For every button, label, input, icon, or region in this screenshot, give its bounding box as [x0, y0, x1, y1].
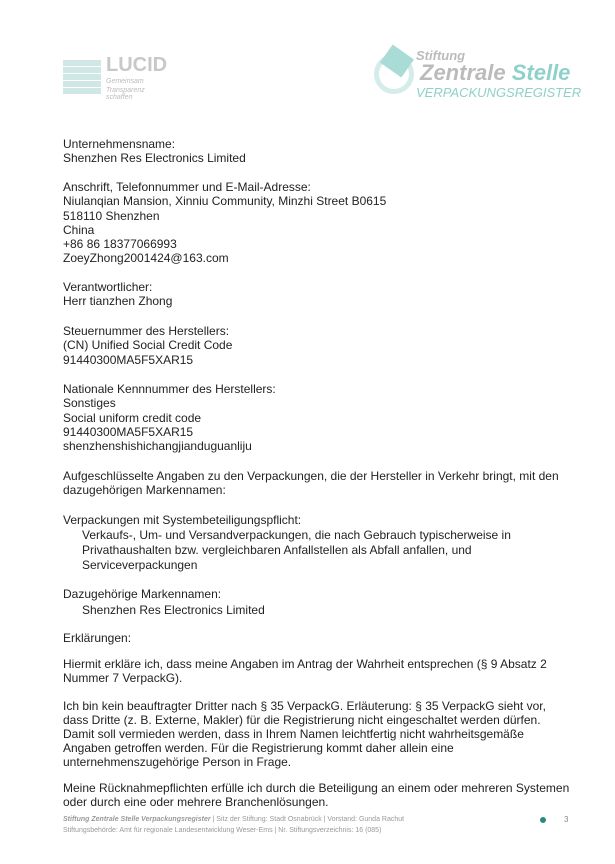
address-label: Anschrift, Telefonnummer und E-Mail-Adresse:: [63, 180, 311, 194]
phone: +86 86 18377066993: [63, 237, 177, 251]
lucid-stack-icon: [63, 60, 101, 96]
page-number: 3: [564, 815, 569, 824]
lucid-sub1: Gemeinsam: [106, 78, 144, 85]
tax-line: (CN) Unified Social Credit Code: [63, 338, 233, 352]
declaration-3: oder durch eine oder mehrere Branchenlösungen.: [63, 795, 329, 809]
packaging-intro: dazugehörigen Markennamen:: [63, 483, 226, 497]
bullet-icon: [540, 817, 546, 823]
lucid-logo: [63, 56, 173, 100]
email: ZoeyZhong2001424@163.com: [63, 251, 229, 265]
declaration-1: Nummer 7 VerpackG).: [63, 671, 183, 685]
address-line: China: [63, 223, 95, 237]
national-line: Social uniform credit code: [63, 411, 202, 425]
system-line: Verkaufs-, Um- und Versandverpackungen, die nach Gebrauch typischerweise in: [82, 528, 511, 542]
national-line: shenzhenshishichangjianduguanliju: [63, 439, 252, 453]
responsible-label: Verantwortlicher:: [63, 280, 153, 294]
system-line: Serviceverpackungen: [82, 558, 198, 572]
zsvr-line1: Stiftung: [416, 48, 466, 63]
lucid-title: LUCID: [106, 54, 168, 76]
brands-label: Dazugehörige Markennamen:: [63, 587, 222, 601]
zsvr-line2b: Stelle: [511, 60, 571, 85]
address-line: Niulanqian Mansion, Xinniu Community, Minzhi Street B0615: [63, 194, 387, 208]
declaration-2: Ich bin kein beauftragter Dritter nach § 35 VerpackG. Erläuterung: § 35 VerpackG sieht vor,: [63, 699, 546, 713]
responsible: Herr tianzhen Zhong: [63, 294, 173, 308]
declaration-1: Hiermit erkläre ich, dass meine Angaben im Antrag der Wahrheit entsprechen (§ 9 Absatz 2: [63, 657, 547, 671]
company-name: Shenzhen Res Electronics Limited: [63, 151, 246, 165]
tax-line: 91440300MA5F5XAR15: [63, 353, 194, 367]
declarations-label: Erklärungen:: [63, 631, 132, 645]
national-line: Sonstiges: [63, 396, 116, 410]
tax-label: Steuernummer des Herstellers:: [63, 324, 230, 338]
system-label: Verpackungen mit Systembeteiligungspflicht:: [63, 513, 302, 527]
company-label: Unternehmensname:: [63, 137, 176, 151]
declaration-2: unternehmenszugehörige Person in Frage.: [63, 755, 292, 769]
declaration-2: dass Dritte (z. B. Externe, Makler) für die Registrierung nicht eingeschaltet werden dürfen.: [63, 713, 541, 727]
brands: Shenzhen Res Electronics Limited: [82, 603, 265, 617]
national-label: Nationale Kennnummer des Herstellers:: [63, 382, 276, 396]
declaration-3: Meine Rücknahmepflichten erfülle ich durch die Beteiligung an einem oder mehreren Systemen: [63, 781, 570, 795]
address-line: 518110 Shenzhen: [63, 209, 160, 223]
lucid-sub2: Transparenz schaffen: [106, 87, 145, 101]
footer-org: Stiftung Zentrale Stelle Verpackungsregister: [63, 816, 211, 823]
footer-line1: [63, 816, 404, 823]
footer-line2: Stiftungsbehörde: Amt für regionale Landesentwicklung Weser-Ems | Nr. Stiftungsverzeichnis: 16 (085): [63, 827, 382, 834]
declaration-2: Angaben getroffen werden. Für die Registrierung kommt daher allein eine: [63, 741, 454, 755]
zsvr-line2a: Zentrale: [420, 60, 506, 85]
national-line: 91440300MA5F5XAR15: [63, 425, 194, 439]
zsvr-line2: [420, 60, 570, 86]
zsvr-line3: VERPACKUNGSREGISTER: [416, 85, 582, 100]
declaration-2: Damit soll vermieden werden, dass in Ihrem Namen leichtfertig nicht wahrheitsgemäße: [63, 727, 524, 741]
zsvr-logo: [372, 48, 582, 104]
system-line: Privathaushalten bzw. vergleichbaren Anfallstellen als Abfall anfallen, und: [82, 543, 472, 557]
footer-line1-rest: | Sitz der Stiftung: Stadt Osnabrück | Vorstand: Gunda Rachut: [210, 816, 405, 823]
packaging-intro: Aufgeschlüsselte Angaben zu den Verpackungen, die der Hersteller in Verkehr bringt, mit den: [63, 469, 559, 483]
